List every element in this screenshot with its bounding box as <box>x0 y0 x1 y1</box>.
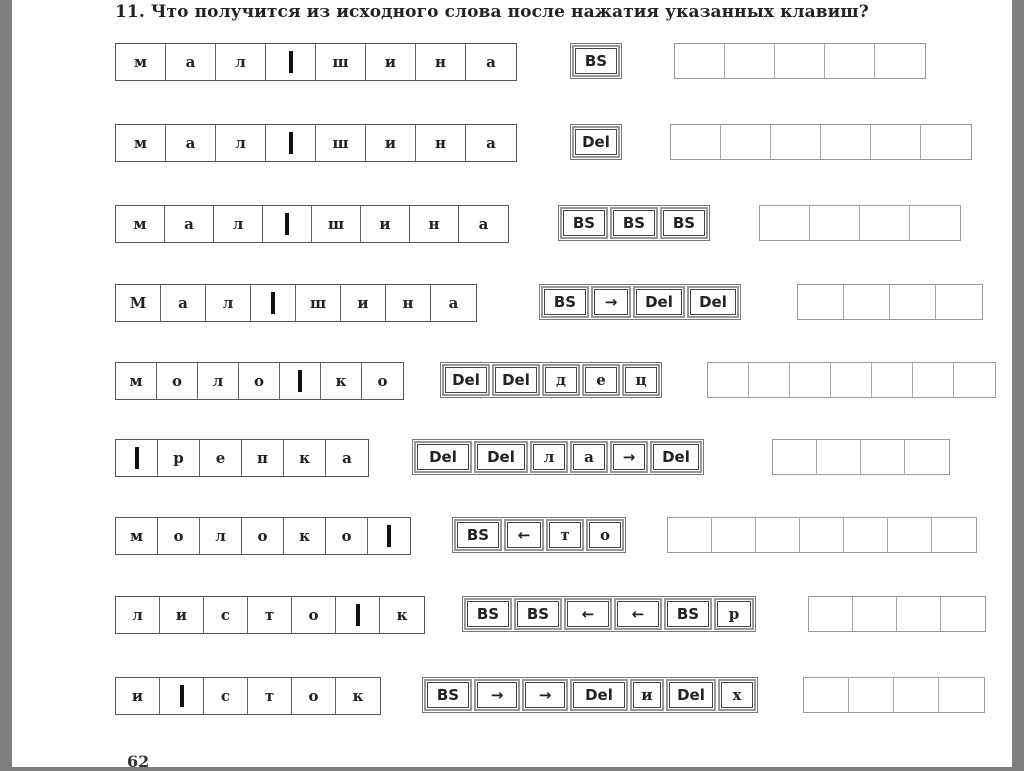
letter-cell: М <box>116 285 161 321</box>
arrow-left-key: ← <box>614 598 662 630</box>
arrow-left-key: ← <box>504 519 544 551</box>
letter-key: о <box>586 519 624 551</box>
letter-cell: к <box>284 518 326 554</box>
letter-key: д <box>542 364 580 396</box>
answer-box[interactable] <box>844 285 890 319</box>
source-word <box>115 284 477 322</box>
letter-cell: л <box>198 363 239 399</box>
answer-box[interactable] <box>773 440 817 474</box>
answer-box[interactable] <box>875 44 925 78</box>
source-word <box>115 596 425 634</box>
exercise-row <box>12 284 1012 322</box>
letter-cell: а <box>166 125 216 161</box>
letter-cell: а <box>166 44 216 80</box>
letter-cell: т <box>248 678 292 714</box>
text-cursor-icon <box>135 447 139 469</box>
letter-cell: о <box>292 678 336 714</box>
arrow-right-key: → <box>610 441 648 473</box>
letter-cell: р <box>158 440 200 476</box>
letter-cell: а <box>486 53 496 71</box>
backspace-key: BS <box>664 598 712 630</box>
arrow-left-key: ← <box>564 598 612 630</box>
source-word <box>115 205 509 243</box>
cursor-cell <box>251 285 296 321</box>
answer-box[interactable] <box>894 678 939 712</box>
letter-cell: с <box>204 678 248 714</box>
letter-cell: о <box>157 363 198 399</box>
answer-box[interactable] <box>749 363 790 397</box>
answer-box[interactable] <box>810 206 860 240</box>
letter-cell: и <box>366 125 416 161</box>
delete-key: Del <box>650 441 702 473</box>
cursor-cell <box>368 518 410 554</box>
letter-cell: ш <box>312 206 361 242</box>
exercise-row <box>12 43 1012 81</box>
letter-cell: и <box>341 285 386 321</box>
letter-cell: о <box>292 597 336 633</box>
answer-box[interactable] <box>668 518 712 552</box>
letter-key: т <box>546 519 584 551</box>
backspace-key: BS <box>560 207 608 239</box>
answer-box[interactable] <box>725 44 775 78</box>
backspace-key: BS <box>660 207 708 239</box>
answer-box[interactable] <box>821 125 871 159</box>
answer-box[interactable] <box>817 440 861 474</box>
workbook-page <box>12 0 1012 771</box>
arrow-right-key: → <box>522 679 568 711</box>
letter-cell: л <box>116 597 160 633</box>
letter-cell: и <box>361 206 410 242</box>
source-word <box>115 43 517 81</box>
answer-box[interactable] <box>775 44 825 78</box>
letter-cell: ш <box>316 44 366 80</box>
letter-cell: ш <box>316 125 366 161</box>
delete-key: Del <box>687 286 739 318</box>
text-cursor-icon <box>271 292 275 314</box>
letter-cell: н <box>386 285 431 321</box>
answer-box[interactable] <box>921 125 971 159</box>
answer-box[interactable] <box>861 440 905 474</box>
answer-box[interactable] <box>798 285 844 319</box>
letter-cell: а <box>486 134 496 152</box>
backspace-key: BS <box>454 519 502 551</box>
cursor-cell <box>266 125 316 161</box>
key-sequence <box>539 284 741 320</box>
answer-grid[interactable] <box>759 205 961 241</box>
backspace-key: BS <box>541 286 589 318</box>
key-sequence <box>452 517 626 553</box>
letter-cell: и <box>366 44 416 80</box>
delete-key: Del <box>442 364 490 396</box>
answer-box[interactable] <box>712 518 756 552</box>
key-sequence <box>412 439 704 475</box>
backspace-key: BS <box>464 598 512 630</box>
text-cursor-icon <box>356 604 360 626</box>
letter-cell: ш <box>296 285 341 321</box>
letter-cell: м <box>116 206 165 242</box>
backspace-key: BS <box>514 598 562 630</box>
backspace-key: BS <box>572 45 620 77</box>
source-word <box>115 124 517 162</box>
answer-box[interactable] <box>771 125 821 159</box>
backspace-key: BS <box>610 207 658 239</box>
arrow-right-key: → <box>474 679 520 711</box>
letter-cell: е <box>200 440 242 476</box>
text-cursor-icon <box>285 213 289 235</box>
text-cursor-icon <box>180 685 184 707</box>
key-sequence <box>570 124 622 160</box>
letter-cell: т <box>248 597 292 633</box>
key-sequence <box>570 43 622 79</box>
letter-key: и <box>630 679 664 711</box>
exercise-row <box>12 596 1012 634</box>
exercise-row <box>12 677 1012 715</box>
answer-box[interactable] <box>860 206 910 240</box>
answer-box[interactable] <box>825 44 875 78</box>
letter-cell: о <box>377 372 388 390</box>
answer-box[interactable] <box>721 125 771 159</box>
letter-cell: м <box>116 44 166 80</box>
answer-box[interactable] <box>954 363 995 397</box>
letter-cell: а <box>161 285 206 321</box>
letter-cell: н <box>416 44 466 80</box>
delete-key: Del <box>474 441 528 473</box>
answer-box[interactable] <box>897 597 941 631</box>
answer-grid[interactable] <box>674 43 926 79</box>
answer-box[interactable] <box>913 363 954 397</box>
answer-grid[interactable] <box>670 124 972 160</box>
exercise-row <box>12 517 1012 555</box>
cursor-cell <box>266 44 316 80</box>
letter-cell: м <box>116 125 166 161</box>
delete-key: Del <box>666 679 716 711</box>
page-number: 62 <box>127 752 150 771</box>
letter-cell: о <box>158 518 200 554</box>
key-sequence <box>440 362 662 398</box>
letter-key: ц <box>622 364 660 396</box>
letter-cell: н <box>416 125 466 161</box>
letter-key: л <box>530 441 568 473</box>
letter-cell: н <box>410 206 459 242</box>
answer-box[interactable] <box>675 44 725 78</box>
delete-key: Del <box>572 126 620 158</box>
letter-cell: и <box>116 678 160 714</box>
letter-cell: м <box>116 363 157 399</box>
source-word <box>115 439 369 477</box>
answer-box[interactable] <box>890 285 936 319</box>
answer-box[interactable] <box>809 597 853 631</box>
letter-cell: к <box>352 687 364 705</box>
answer-grid[interactable] <box>808 596 986 632</box>
letter-key: е <box>582 364 620 396</box>
answer-box[interactable] <box>800 518 844 552</box>
letter-cell: а <box>478 215 489 233</box>
text-cursor-icon <box>387 525 391 547</box>
text-cursor-icon <box>289 132 293 154</box>
answer-box[interactable] <box>760 206 810 240</box>
exercise-row <box>12 124 1012 162</box>
text-cursor-icon <box>298 370 302 392</box>
letter-cell: л <box>206 285 251 321</box>
backspace-key: BS <box>424 679 472 711</box>
letter-key: а <box>570 441 608 473</box>
answer-box[interactable] <box>939 678 984 712</box>
answer-box[interactable] <box>849 678 894 712</box>
answer-grid[interactable] <box>707 362 996 398</box>
letter-cell: п <box>242 440 284 476</box>
arrow-right-key: → <box>591 286 631 318</box>
letter-key: р <box>714 598 754 630</box>
answer-box[interactable] <box>844 518 888 552</box>
letter-cell: а <box>448 294 459 312</box>
answer-box[interactable] <box>888 518 932 552</box>
answer-box[interactable] <box>932 518 976 552</box>
key-sequence <box>422 677 758 713</box>
cursor-cell <box>116 440 158 476</box>
answer-box[interactable] <box>936 285 982 319</box>
letter-cell: и <box>160 597 204 633</box>
answer-box[interactable] <box>941 597 985 631</box>
letter-cell: к <box>396 606 408 624</box>
letter-cell: о <box>242 518 284 554</box>
delete-key: Del <box>414 441 472 473</box>
letter-cell: к <box>321 363 362 399</box>
letter-cell: с <box>204 597 248 633</box>
key-sequence <box>462 596 756 632</box>
source-word <box>115 362 404 400</box>
delete-key: Del <box>633 286 685 318</box>
exercise-title: 11. Что получится из исходного слова после нажатия указанных клавиш? <box>115 2 869 22</box>
exercise-row <box>12 205 1012 243</box>
letter-cell: л <box>216 125 266 161</box>
answer-box[interactable] <box>804 678 849 712</box>
cursor-cell <box>160 678 204 714</box>
delete-key: Del <box>492 364 540 396</box>
answer-box[interactable] <box>910 206 960 240</box>
letter-cell: л <box>216 44 266 80</box>
cursor-cell <box>280 363 321 399</box>
answer-grid[interactable] <box>803 677 985 713</box>
letter-cell: к <box>284 440 326 476</box>
source-word <box>115 677 381 715</box>
letter-key: х <box>718 679 756 711</box>
answer-grid[interactable] <box>772 439 950 475</box>
answer-box[interactable] <box>756 518 800 552</box>
answer-box[interactable] <box>708 363 749 397</box>
letter-cell: о <box>326 518 368 554</box>
letter-cell: м <box>116 518 158 554</box>
answer-box[interactable] <box>871 125 921 159</box>
letter-cell: о <box>239 363 280 399</box>
answer-box[interactable] <box>831 363 872 397</box>
key-sequence <box>558 205 710 241</box>
exercise-row <box>12 362 1012 400</box>
exercise-row <box>12 439 1012 477</box>
letter-cell: а <box>342 449 352 467</box>
cursor-cell <box>263 206 312 242</box>
text-cursor-icon <box>289 51 293 73</box>
delete-key: Del <box>570 679 628 711</box>
answer-box[interactable] <box>853 597 897 631</box>
answer-box[interactable] <box>790 363 831 397</box>
source-word <box>115 517 411 555</box>
cursor-cell <box>336 597 380 633</box>
answer-grid[interactable] <box>667 517 977 553</box>
answer-box[interactable] <box>872 363 913 397</box>
answer-box[interactable] <box>671 125 721 159</box>
answer-grid[interactable] <box>797 284 983 320</box>
letter-cell: л <box>214 206 263 242</box>
answer-box[interactable] <box>905 440 949 474</box>
letter-cell: а <box>165 206 214 242</box>
letter-cell: л <box>200 518 242 554</box>
